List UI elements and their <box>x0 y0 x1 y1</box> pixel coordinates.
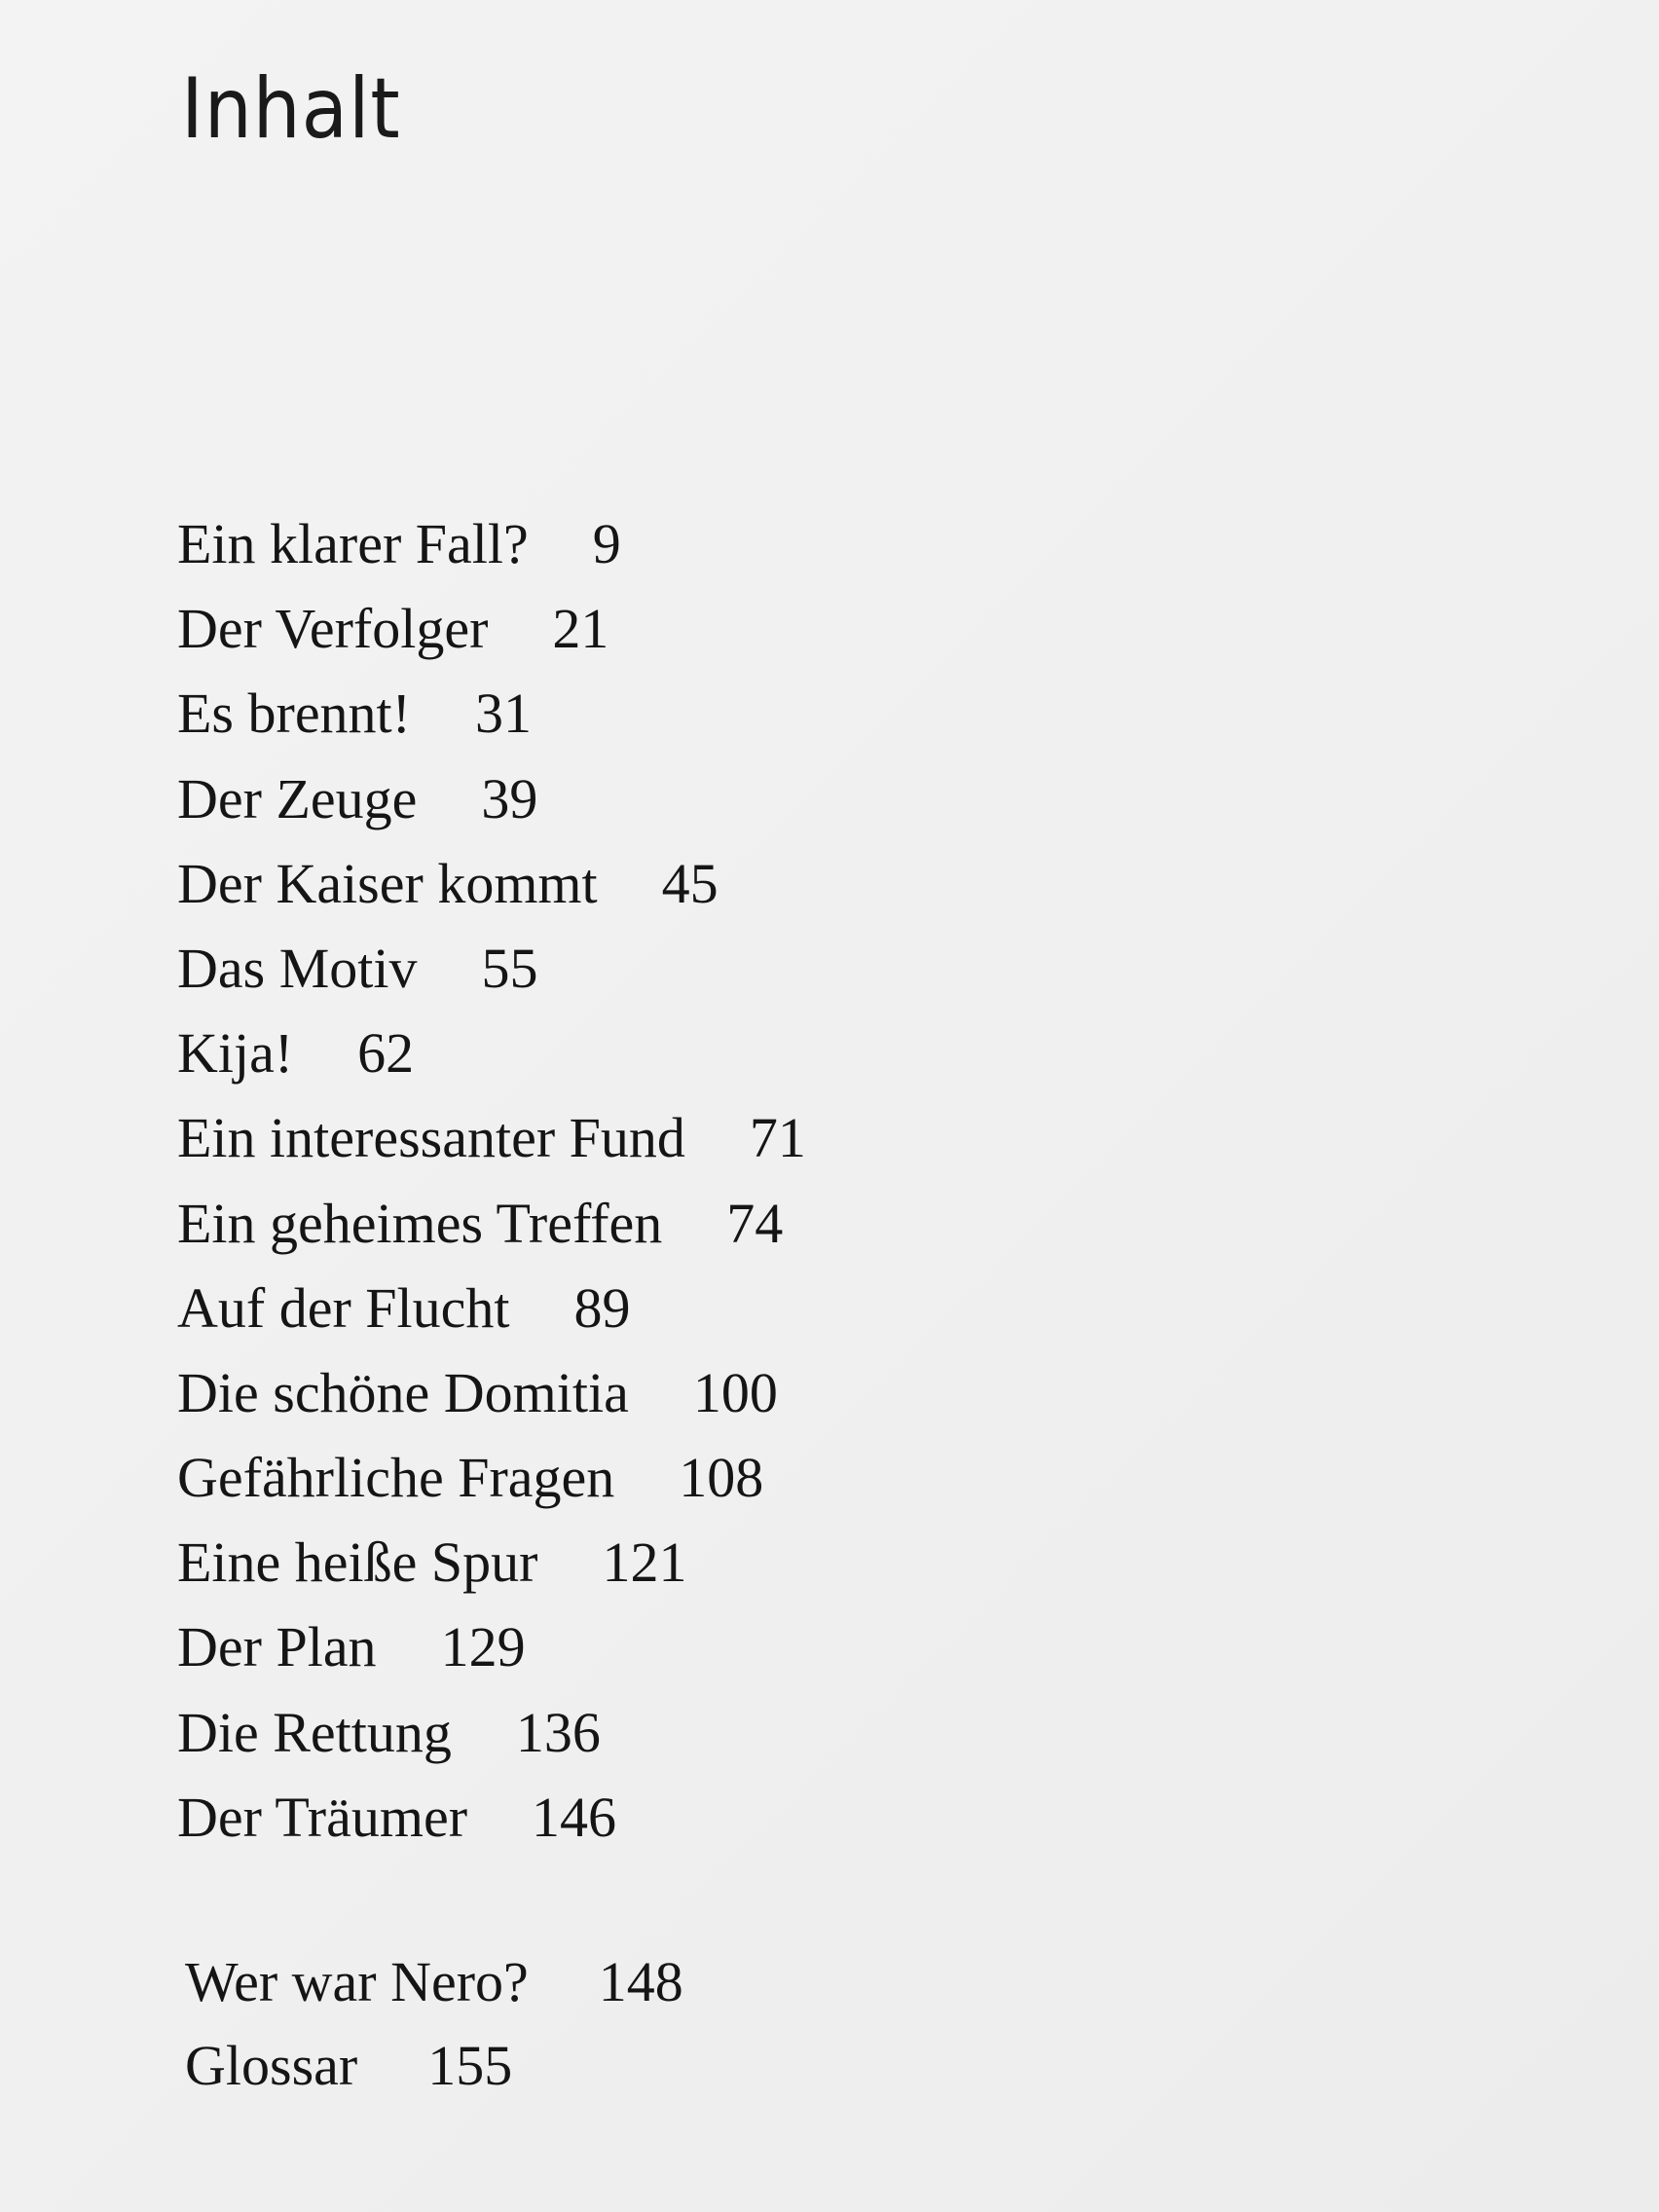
chapter-title: Die schöne Domitia <box>177 1360 629 1424</box>
chapter-page-number: 45 <box>661 851 719 915</box>
page-title: Inhalt <box>181 60 401 158</box>
chapter-title: Der Verfolger <box>177 597 489 661</box>
chapter-page-number: 71 <box>749 1106 806 1170</box>
chapter-page-number: 21 <box>552 597 609 661</box>
chapter-page-number: 31 <box>475 682 532 746</box>
toc-entry <box>177 1520 806 1604</box>
toc-entry <box>177 1775 806 1860</box>
chapter-title: Kija! <box>177 1021 294 1086</box>
chapter-page-number: 74 <box>726 1191 784 1255</box>
chapter-title: Gefährliche Fragen <box>177 1446 615 1510</box>
toc-entry <box>177 926 806 1011</box>
chapter-title: Die Rettung <box>177 1700 452 1764</box>
chapter-title: Auf der Flucht <box>177 1275 510 1340</box>
chapter-page-number: 108 <box>679 1446 764 1510</box>
chapter-title: Der Kaiser kommt <box>177 851 598 915</box>
chapter-title: Ein klarer Fall? <box>177 512 529 575</box>
chapter-title: Der Träumer <box>177 1785 468 1849</box>
toc-entry <box>177 671 806 756</box>
toc-entry <box>177 1266 806 1350</box>
appendix-title: Wer war Nero? <box>185 1950 529 2013</box>
chapter-title: Das Motiv <box>177 936 418 1000</box>
appendix-entry <box>185 2024 683 2108</box>
chapter-page-number: 9 <box>592 512 621 575</box>
chapter-page-number: 136 <box>515 1700 601 1764</box>
chapter-title: Der Zeuge <box>177 766 418 830</box>
chapter-page-number: 62 <box>357 1021 415 1086</box>
chapter-page-number: 146 <box>532 1785 617 1849</box>
chapter-title: Ein interessanter Fund <box>177 1106 685 1170</box>
chapter-page-number: 89 <box>573 1275 631 1340</box>
toc-entry <box>177 1435 806 1520</box>
appendix-entry <box>185 1940 683 2024</box>
appendix-list <box>185 1940 683 2108</box>
chapter-title: Ein geheimes Treffen <box>177 1191 663 1255</box>
chapter-title: Es brennt! <box>177 682 411 746</box>
chapter-page-number: 121 <box>602 1530 687 1595</box>
toc-entry <box>177 1011 806 1095</box>
table-of-contents <box>177 501 806 1860</box>
chapter-page-number: 39 <box>481 766 538 830</box>
toc-entry <box>177 1690 806 1775</box>
toc-entry <box>177 501 806 586</box>
toc-entry <box>177 586 806 671</box>
toc-entry <box>177 756 806 841</box>
toc-entry <box>177 1095 806 1180</box>
appendix-title: Glossar <box>185 2034 358 2097</box>
chapter-title: Der Plan <box>177 1615 377 1679</box>
chapter-title: Eine heiße Spur <box>177 1530 538 1595</box>
toc-entry <box>177 1350 806 1435</box>
chapter-page-number: 129 <box>440 1615 526 1679</box>
toc-entry <box>177 1604 806 1689</box>
toc-entry <box>177 841 806 926</box>
chapter-page-number: 100 <box>692 1360 778 1424</box>
appendix-page-number: 155 <box>427 2034 513 2097</box>
appendix-page-number: 148 <box>598 1950 683 2013</box>
chapter-page-number: 55 <box>481 936 538 1000</box>
toc-entry <box>177 1181 806 1266</box>
